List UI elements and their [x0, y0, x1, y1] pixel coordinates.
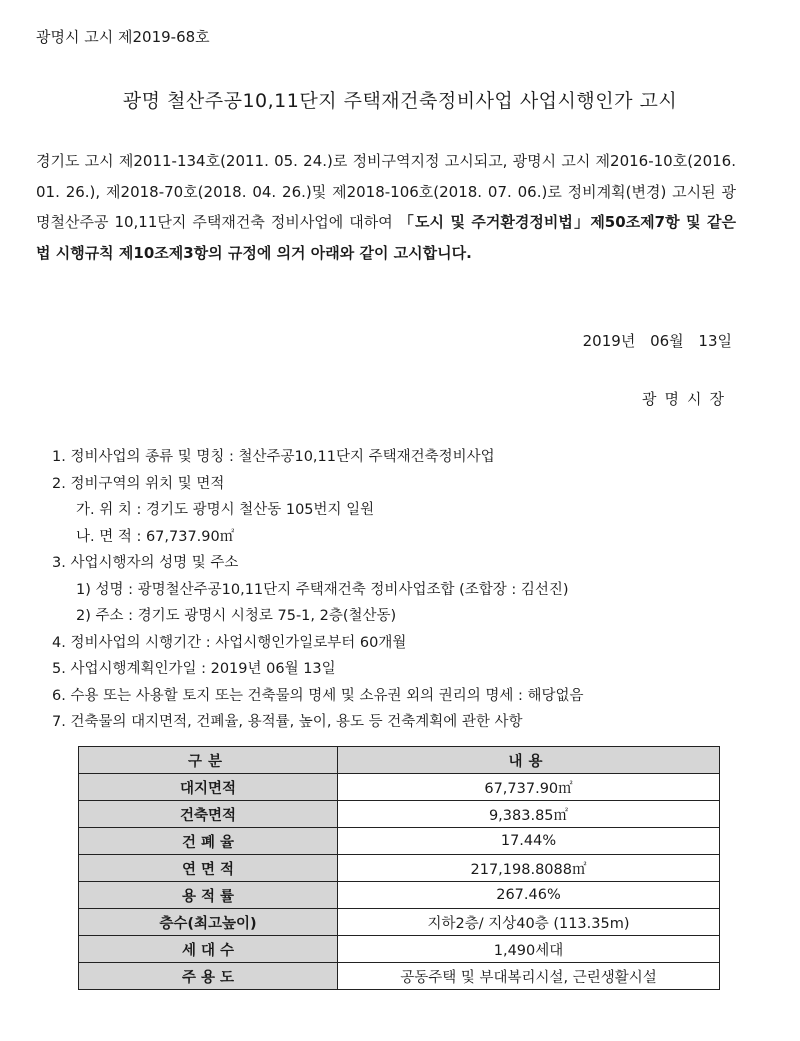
table-cell-key: 세 대 수	[79, 936, 338, 963]
list-item: 7. 건축물의 대지면적, 건폐율, 용적률, 높이, 용도 등 건축계획에 관한 사항	[52, 714, 523, 730]
list-item: 5. 사업시행계획인가일 : 2019년 06월 13일	[52, 661, 336, 677]
table-cell-value: 공동주택 및 부대복리시설, 근린생활시설	[338, 963, 720, 990]
list-item: 1. 정비사업의 종류 및 명칭 : 철산주공10,11단지 주택재건축정비사업	[52, 449, 495, 465]
issuer: 광명시장	[642, 390, 732, 408]
table-row	[79, 936, 720, 963]
table-cell-key: 대지면적	[79, 774, 338, 801]
table-cell-key: 주 용 도	[79, 963, 338, 990]
table-cell-key: 건축면적	[79, 801, 338, 828]
table-row	[79, 801, 720, 828]
table-cell-value: 17.44%	[338, 828, 720, 855]
body-text-bold: 「도시 및 주거환경정비법」제50조제7항 및 같은 법 시행규칙 제10조제3항의 규정에 의거 아래와 같이 고시합니다.	[36, 213, 736, 262]
table-cell-value: 217,198.8088㎡	[338, 855, 720, 882]
list-item: 2) 주소 : 경기도 광명시 시청로 75-1, 2층(철산동)	[76, 608, 397, 624]
table-cell-key: 용 적 률	[79, 882, 338, 909]
body-text: 경기도 고시 제2011-134호(2011. 05. 24.)로 정비구역지정 고시되고, 광명시 고시 제2016-10호(2016. 01. 26.), 제2018-70호(2018. 04. 26.)및 제2018-106호(2018. 07. 06.)로 정비계획(변경) 고시된 광명철산주공 10,11단지 주택재건축 정비사업에 대하여	[36, 152, 736, 231]
table-row	[79, 828, 720, 855]
table-row	[79, 855, 720, 882]
table-cell-key: 건 폐 율	[79, 828, 338, 855]
table-cell-value: 267.46%	[338, 882, 720, 909]
table-row	[79, 963, 720, 990]
list-item: 1) 성명 : 광명철산주공10,11단지 주택재건축 정비사업조합 (조합장 : 김선진)	[76, 581, 569, 598]
table-cell-value: 9,383.85㎡	[338, 801, 720, 828]
list-item: 나. 면 적 : 67,737.90㎡	[76, 528, 235, 545]
list-item: 4. 정비사업의 시행기간 : 사업시행인가일로부터 60개월	[52, 634, 407, 651]
list-item: 6. 수용 또는 사용할 토지 또는 건축물의 명세 및 소유권 외의 권리의 명세 : 해당없음	[52, 687, 584, 704]
table-header-content: 내용	[338, 747, 720, 774]
table-row	[79, 882, 720, 909]
notice-date: 2019년 06월 13일	[582, 332, 732, 350]
table-cell-key: 층수(최고높이)	[79, 909, 338, 936]
page-title: 광명 철산주공10,11단지 주택재건축정비사업 사업시행인가 고시	[122, 90, 678, 112]
item-list	[52, 444, 583, 736]
table-cell-value: 1,490세대	[338, 936, 720, 963]
table-cell-key: 연 면 적	[79, 855, 338, 882]
table-row	[79, 774, 720, 801]
table-cell-value: 67,737.90㎡	[338, 774, 720, 801]
list-item: 3. 사업시행자의 성명 및 주소	[52, 555, 239, 571]
building-plan-table	[78, 746, 720, 990]
table-header-category: 구분	[79, 747, 338, 774]
notice-number: 광명시 고시 제2019-68호	[36, 28, 210, 46]
list-item: 가. 위 치 : 경기도 광명시 철산동 105번지 일원	[76, 502, 375, 518]
table-header-row	[79, 747, 720, 774]
body-paragraph	[36, 146, 736, 268]
list-item: 2. 정비구역의 위치 및 면적	[52, 475, 225, 492]
table-row	[79, 909, 720, 936]
table-cell-value: 지하2층/ 지상40층 (113.35m)	[338, 909, 720, 936]
